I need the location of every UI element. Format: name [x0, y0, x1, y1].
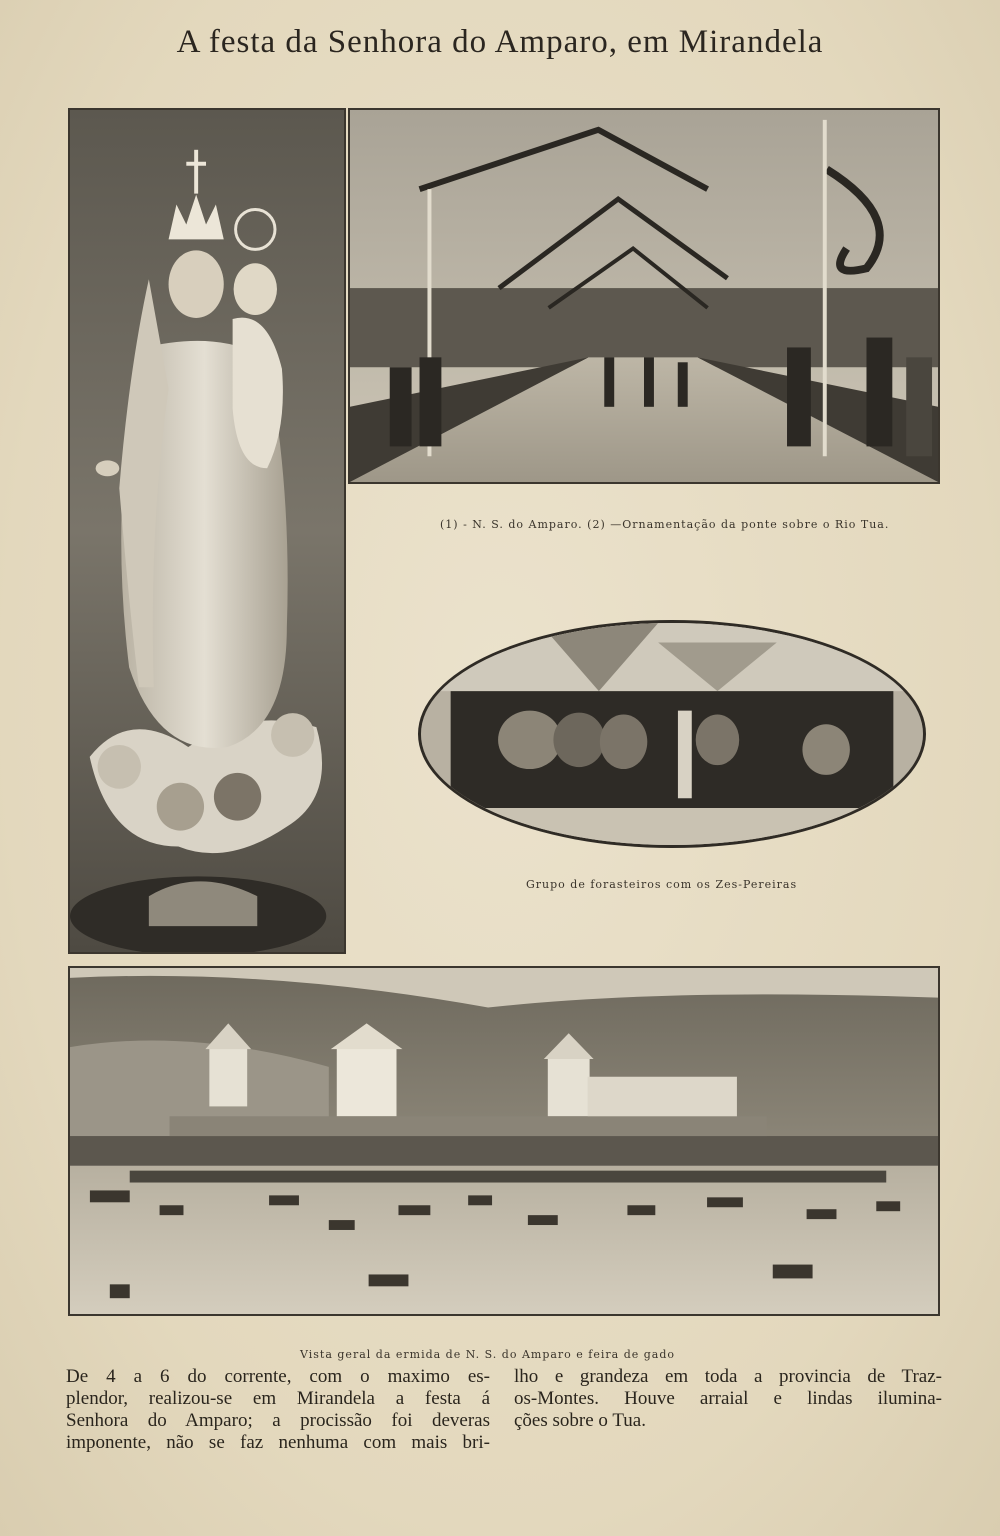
group-caption: Grupo de forasteiros com os Zes-Pereiras	[526, 878, 798, 891]
article-line: imponente, não se faz nenhuma com mais bri-	[66, 1432, 490, 1453]
article-column-1	[66, 1366, 490, 1454]
bridge-statue-caption: (1) - N. S. do Amparo. (2) —Ornamentação da ponte sobre o Rio Tua.	[440, 518, 890, 531]
article-line: os-Montes. Houve arraial e lindas ilumina-	[514, 1388, 942, 1409]
page-title: A festa da Senhora do Amparo, em Mirandela	[176, 24, 824, 60]
panorama-caption: Vista geral da ermida de N. S. do Amparo e feira de gado	[300, 1348, 676, 1361]
statue-photo	[68, 108, 346, 954]
bridge-photo	[348, 108, 940, 484]
panorama-photo	[68, 966, 940, 1316]
article-line: plendor, realizou-se em Mirandela a festa á	[66, 1388, 490, 1409]
article-line: lho e grandeza em toda a provincia de Traz-	[514, 1366, 942, 1387]
article-line: ções sobre o Tua.	[514, 1410, 646, 1431]
article-column-2	[514, 1366, 942, 1432]
group-photo	[418, 620, 926, 848]
article-line: De 4 a 6 do corrente, com o maximo es-	[66, 1366, 490, 1387]
article-line: Senhora do Amparo; a procissão foi deveras	[66, 1410, 490, 1431]
